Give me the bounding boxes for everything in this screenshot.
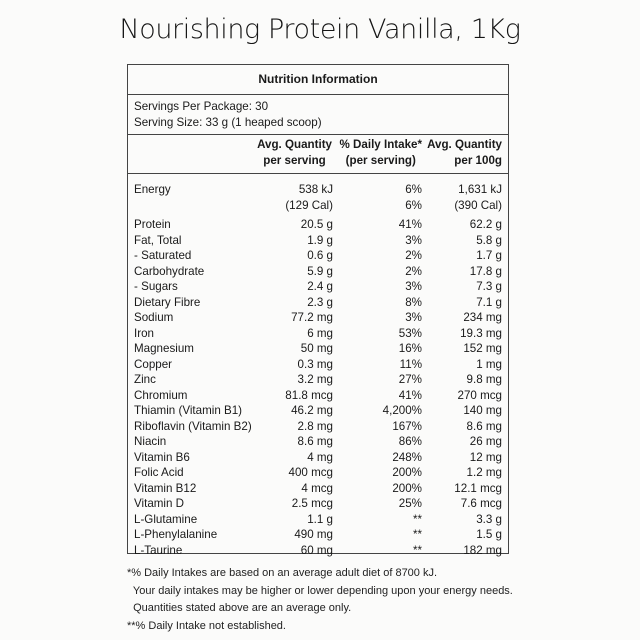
column-header-line: Avg. Quantity xyxy=(427,138,502,151)
column-header-row xyxy=(128,135,508,174)
per-serving-value: 400 mcg xyxy=(288,466,333,479)
per-serving-value: 2.5 mcg xyxy=(291,497,333,510)
nutrient-name: Carbohydrate xyxy=(134,264,205,278)
per-serving-value: 3.2 mg xyxy=(297,373,333,386)
nutrient-name: Dietary Fibre xyxy=(134,295,201,309)
nutrient-name: Iron xyxy=(134,326,154,340)
column-header-per-100g xyxy=(427,137,502,169)
panel-heading: Nutrition Information xyxy=(128,65,508,95)
product-title: Nourishing Protein Vanilla, 1Kg xyxy=(119,14,521,45)
daily-intake-value: 86% xyxy=(398,435,422,448)
per-serving-value: 50 mg xyxy=(300,342,333,355)
daily-intake-value: 3% xyxy=(405,311,422,324)
daily-intake-value: 27% xyxy=(398,373,422,386)
nutrient-name: L-Phenylalanine xyxy=(134,528,218,541)
per-serving-value: 8.6 mg xyxy=(297,435,333,448)
per-100g-value: 7.6 mcg xyxy=(460,497,502,510)
table-row xyxy=(128,403,508,419)
serving-size: Serving Size: 33 g (1 heaped scoop) xyxy=(134,116,322,129)
serving-info xyxy=(128,95,508,135)
per-100g-value: 62.2 g xyxy=(469,218,502,231)
footnote-line: **% Daily Intake not established. xyxy=(127,619,286,632)
nutrition-panel xyxy=(127,64,509,557)
per-serving-value: 490 mg xyxy=(294,528,333,541)
table-row xyxy=(128,310,508,326)
servings-per-package: Servings Per Package: 30 xyxy=(134,100,269,113)
daily-intake-value: 11% xyxy=(399,357,422,371)
daily-intake-value: ** xyxy=(412,543,422,557)
table-row xyxy=(128,481,508,497)
column-header-line: per 100g xyxy=(454,154,502,167)
daily-intake-value: 6% xyxy=(405,198,422,212)
nutrient-name: Chromium xyxy=(134,388,188,402)
per-serving-value: 4 mg xyxy=(307,450,333,464)
daily-intake-value: 25% xyxy=(398,497,422,510)
daily-intake-value: ** xyxy=(412,512,422,526)
per-100g-value: 5.8 g xyxy=(476,233,502,247)
per-serving-value: 77.2 mg xyxy=(291,311,333,324)
per-100g-value: 3.3 g xyxy=(476,512,502,526)
nutrient-name: Protein xyxy=(134,218,171,231)
nutrient-name: Folic Acid xyxy=(134,466,184,479)
daily-intake-value: ** xyxy=(412,528,422,541)
per-serving-value: 1.1 g xyxy=(307,512,333,526)
column-header-line: per serving xyxy=(263,154,326,167)
table-row xyxy=(128,182,508,198)
column-header-line: Avg. Quantity xyxy=(257,138,332,151)
nutrient-name: Sodium xyxy=(134,311,174,324)
per-100g-value: 1.7 g xyxy=(476,249,502,262)
daily-intake-value: 8% xyxy=(405,295,422,309)
daily-intake-value: 248% xyxy=(392,450,422,464)
column-header-line: (per serving) xyxy=(345,154,416,167)
per-100g-value: 8.6 mg xyxy=(466,419,502,433)
daily-intake-value: 41% xyxy=(398,218,422,231)
per-serving-value: 2.8 mg xyxy=(297,419,333,433)
per-100g-value: 234 mg xyxy=(463,311,502,324)
table-row xyxy=(128,388,508,404)
per-100g-value: 12 mg xyxy=(469,450,502,464)
per-100g-value: 140 mg xyxy=(463,404,502,417)
per-serving-value: 81.8 mcg xyxy=(285,388,333,402)
per-serving-value: 46.2 mg xyxy=(291,404,333,417)
nutrient-name: Vitamin B12 xyxy=(134,481,197,495)
per-serving-value: 4 mcg xyxy=(301,481,333,495)
daily-intake-value: 41% xyxy=(398,388,422,402)
daily-intake-value: 2% xyxy=(405,249,422,262)
footnote-line: Your daily intakes may be higher or lower depending upon your energy needs. xyxy=(127,584,513,597)
per-100g-value: 26 mg xyxy=(469,435,502,448)
footnote-line: *% Daily Intakes are based on an average adult diet of 8700 kJ. xyxy=(127,567,438,579)
daily-intake-value: 167% xyxy=(392,419,422,433)
nutrient-name: Vitamin D xyxy=(134,497,185,510)
nutrient-name: Niacin xyxy=(134,435,167,448)
table-row xyxy=(128,357,508,373)
footnotes xyxy=(127,565,607,635)
nutrient-name: - Sugars xyxy=(134,280,178,293)
per-serving-value: 538 kJ xyxy=(298,183,333,196)
per-100g-value: 1 mg xyxy=(476,357,502,371)
per-100g-value: 17.8 g xyxy=(469,264,502,278)
nutrient-name: L-Glutamine xyxy=(134,512,198,526)
per-serving-value: 5.9 g xyxy=(307,264,333,278)
per-100g-value: 19.3 mg xyxy=(460,326,502,340)
nutrient-name: Energy xyxy=(134,183,171,196)
table-row xyxy=(128,295,508,311)
per-serving-value: 1.9 g xyxy=(307,233,333,247)
nutrient-name: Magnesium xyxy=(134,342,194,355)
table-row xyxy=(128,198,508,214)
table-row xyxy=(128,543,508,559)
table-row xyxy=(128,527,508,543)
per-serving-value: 20.5 g xyxy=(300,218,333,231)
table-row xyxy=(128,217,508,233)
column-header-daily-intake xyxy=(340,137,422,169)
per-serving-value: 0.6 g xyxy=(307,249,333,262)
nutrient-name: Fat, Total xyxy=(134,233,182,247)
table-row xyxy=(128,264,508,280)
daily-intake-value: 4,200% xyxy=(382,404,422,417)
daily-intake-value: 6% xyxy=(405,183,422,196)
per-100g-value: 12.1 mcg xyxy=(454,481,502,495)
table-row xyxy=(128,496,508,512)
per-100g-value: 7.3 g xyxy=(476,280,502,293)
per-serving-value: 60 mg xyxy=(300,543,333,557)
table-row xyxy=(128,326,508,342)
table-row xyxy=(128,341,508,357)
table-row xyxy=(128,465,508,481)
per-100g-value: 1,631 kJ xyxy=(458,183,502,196)
daily-intake-value: 2% xyxy=(405,264,422,278)
per-100g-value: 152 mg xyxy=(463,342,502,355)
per-100g-value: 182 mg xyxy=(463,543,502,557)
daily-intake-value: 3% xyxy=(405,233,422,247)
per-serving-value: 2.3 g xyxy=(307,295,333,309)
nutrient-name: - Saturated xyxy=(134,249,192,262)
per-100g-value: 9.8 mg xyxy=(466,373,502,386)
per-serving-value: (129 Cal) xyxy=(285,198,333,212)
table-row xyxy=(128,248,508,264)
per-100g-value: (390 Cal) xyxy=(454,198,502,212)
nutrient-name: L-Taurine xyxy=(134,543,183,557)
daily-intake-value: 16% xyxy=(398,342,422,355)
nutrient-name: Vitamin B6 xyxy=(134,450,190,464)
daily-intake-value: 3% xyxy=(405,280,422,293)
table-row xyxy=(128,434,508,450)
nutrient-rows xyxy=(128,174,508,558)
table-row xyxy=(128,419,508,435)
daily-intake-value: 200% xyxy=(392,481,422,495)
per-100g-value: 1.2 mg xyxy=(466,466,502,479)
per-serving-value: 2.4 g xyxy=(307,280,333,293)
table-row xyxy=(128,279,508,295)
nutrient-name: Thiamin (Vitamin B1) xyxy=(134,404,243,417)
footnote-line: Quantities stated above are an average only. xyxy=(127,602,352,614)
table-row xyxy=(128,450,508,466)
per-serving-value: 0.3 mg xyxy=(297,357,333,371)
nutrient-name: Riboflavin (Vitamin B2) xyxy=(134,419,252,433)
daily-intake-value: 200% xyxy=(392,466,422,479)
nutrient-name: Copper xyxy=(134,357,173,371)
table-row xyxy=(128,512,508,528)
table-row xyxy=(128,233,508,249)
column-header-per-serving xyxy=(257,137,332,169)
table-row xyxy=(128,372,508,388)
per-100g-value: 7.1 g xyxy=(476,295,502,309)
per-100g-value: 270 mcg xyxy=(457,388,502,402)
daily-intake-value: 53% xyxy=(398,326,422,340)
per-serving-value: 6 mg xyxy=(307,326,333,340)
column-header-line: % Daily Intake* xyxy=(339,138,422,151)
nutrient-name: Zinc xyxy=(134,373,156,386)
per-100g-value: 1.5 g xyxy=(476,528,502,541)
